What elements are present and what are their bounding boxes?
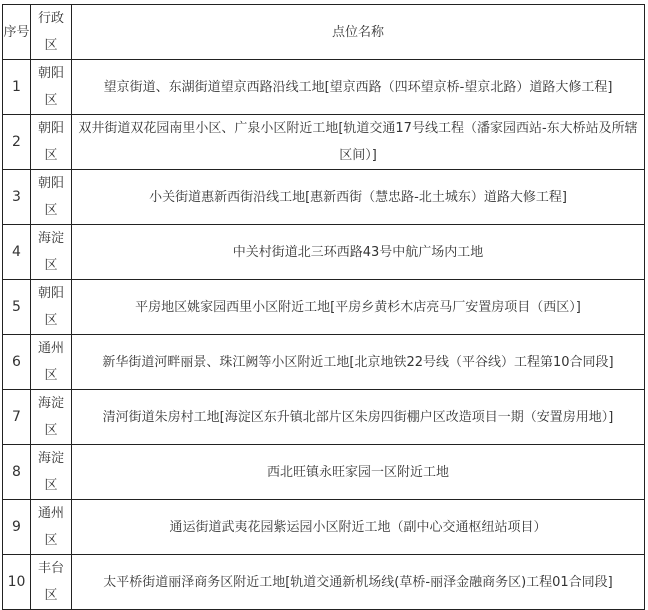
row-district-cell: 丰台区 xyxy=(31,555,72,610)
table-row xyxy=(3,555,645,610)
row-no-cell: 10 xyxy=(3,555,31,610)
row-district-cell: 通州区 xyxy=(31,500,72,555)
row-no-cell: 4 xyxy=(3,225,31,280)
row-no-cell: 5 xyxy=(3,280,31,335)
row-no-cell: 2 xyxy=(3,115,31,170)
row-no-cell: 3 xyxy=(3,170,31,225)
row-name-cell: 太平桥街道丽泽商务区附近工地[轨道交通新机场线(草桥-丽泽金融商务区)工程01合同段] xyxy=(72,555,645,610)
row-name-cell: 小关街道惠新西街沿线工地[惠新西街（慧忠路-北土城东）道路大修工程] xyxy=(72,170,645,225)
row-no-cell: 1 xyxy=(3,60,31,115)
row-no-cell: 9 xyxy=(3,500,31,555)
row-district-cell: 海淀区 xyxy=(31,390,72,445)
row-district-cell: 海淀区 xyxy=(31,225,72,280)
table-row xyxy=(3,390,645,445)
row-name-cell: 清河街道朱房村工地[海淀区东升镇北部片区朱房四街棚户区改造项目一期（安置房用地）] xyxy=(72,390,645,445)
header-district: 行政区 xyxy=(31,5,72,60)
table-row xyxy=(3,60,645,115)
row-no-cell: 8 xyxy=(3,445,31,500)
sites-table xyxy=(2,4,645,610)
table-row xyxy=(3,335,645,390)
header-name: 点位名称 xyxy=(72,5,645,60)
header-no: 序号 xyxy=(3,5,31,60)
sites-table-body xyxy=(3,5,645,610)
row-district-cell: 朝阳区 xyxy=(31,115,72,170)
row-name-cell: 新华街道河畔丽景、珠江阙等小区附近工地[北京地铁22号线（平谷线）工程第10合同段] xyxy=(72,335,645,390)
table-row xyxy=(3,115,645,170)
row-name-cell: 双井街道双花园南里小区、广泉小区附近工地[轨道交通17号线工程（潘家园西站-东大桥站及所辖区间）] xyxy=(72,115,645,170)
row-no-cell: 6 xyxy=(3,335,31,390)
row-district-cell: 通州区 xyxy=(31,335,72,390)
row-name-cell: 通运街道武夷花园紫运园小区附近工地（副中心交通枢纽站项目） xyxy=(72,500,645,555)
row-name-cell: 中关村街道北三环西路43号中航广场内工地 xyxy=(72,225,645,280)
row-district-cell: 朝阳区 xyxy=(31,170,72,225)
table-row xyxy=(3,445,645,500)
row-district-cell: 海淀区 xyxy=(31,445,72,500)
table-row xyxy=(3,500,645,555)
row-name-cell: 平房地区姚家园西里小区附近工地[平房乡黄杉木店亮马厂安置房项目（西区）] xyxy=(72,280,645,335)
row-district-cell: 朝阳区 xyxy=(31,280,72,335)
table-row xyxy=(3,280,645,335)
table-row xyxy=(3,170,645,225)
table-header-row xyxy=(3,5,645,60)
row-district-cell: 朝阳区 xyxy=(31,60,72,115)
row-name-cell: 望京街道、东湖街道望京西路沿线工地[望京西路（四环望京桥-望京北路）道路大修工程] xyxy=(72,60,645,115)
table-row xyxy=(3,225,645,280)
row-no-cell: 7 xyxy=(3,390,31,445)
row-name-cell: 西北旺镇永旺家园一区附近工地 xyxy=(72,445,645,500)
